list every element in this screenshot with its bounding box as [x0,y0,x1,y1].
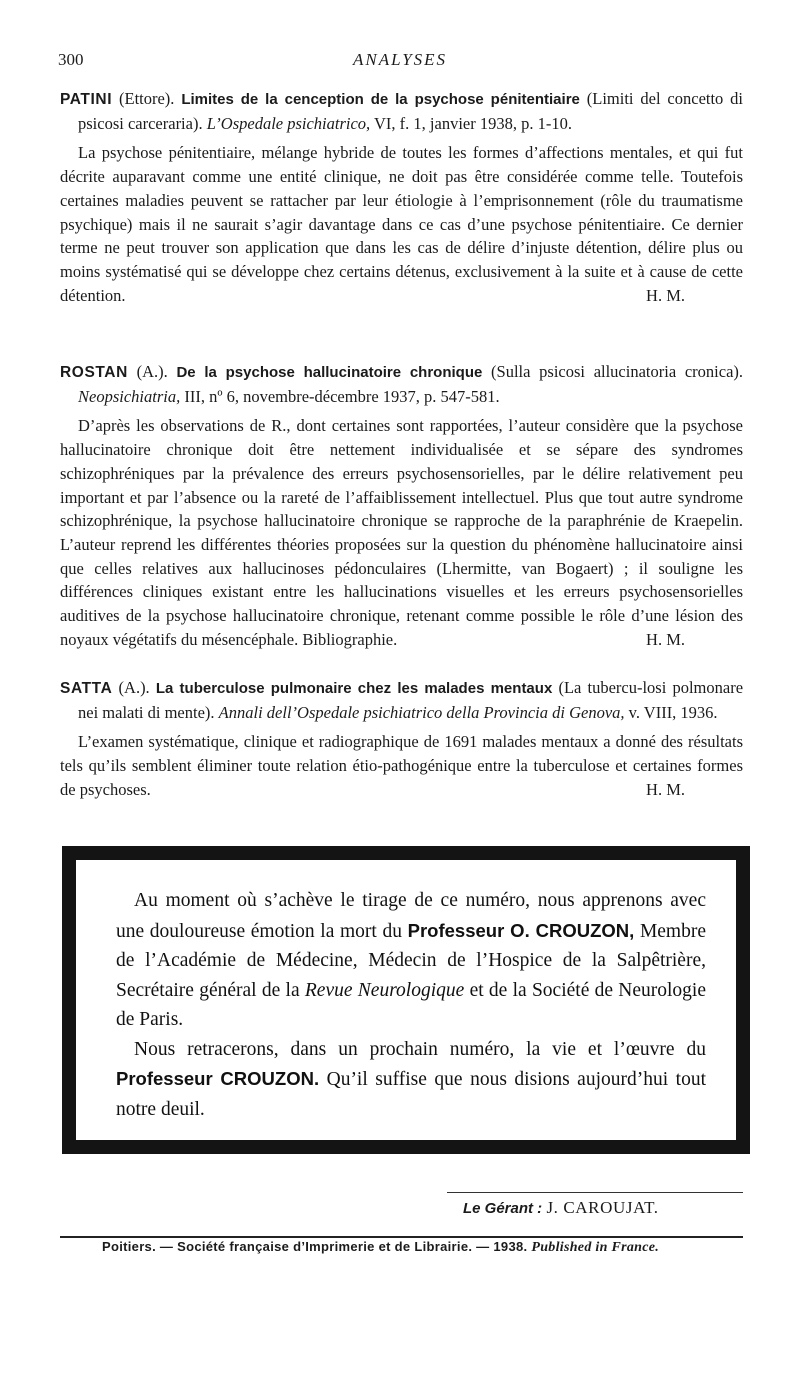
notice-name: Professeur CROUZON. [116,1068,320,1089]
review-entry [60,360,743,651]
entry-reference [60,87,743,135]
entry-author: PATINI [60,91,113,108]
signature-rule [447,1192,743,1193]
entry-body: D’après les observations de R., dont certaines sont rapportées, l’auteur considère que la psychose hallucinatoire chronique doit être nettement individualisée et se sépare des syndromes schizophréniques par la prévalence des erreurs psychosensorielles, par le délire relativement peu important et par l’absence ou la rareté de l’affaiblissement intellectuel. Plus que tout autre syndrome schizophrénique, la psychose hallucinatoire chronique se rapproche de la paraphrénie de Kraepelin. L’auteur reprend les différentes théories proposées sur la question du phénomène hallucinatoire ainsi que celles relatives aux hallucinoses pédonculaires (Lhermitte, van Bogaert) ; il souligne les différences cliniques existant entre les hallucinations visuelles et les erreurs psychosensorielles auditives de la psychose hallucinatoire chronique, retenant comme possible le rôle d’une lésion des noyaux végétatifs du mésencéphale. Bibliographie. H. M. [60,414,743,651]
entry-author-detail: (Ettore). [119,89,175,108]
gerant-label: Le Gérant : [463,1200,543,1217]
entry-author: SATTA [60,680,113,697]
notice-name: Professeur O. CROUZON, [407,919,635,941]
obituary-notice-box [62,846,750,1154]
review-entry [60,676,743,802]
entry-original-title: (Limiti del concetto di psicosi carceraria). [78,89,744,133]
entry-title: De la psychose hallucinatoire chronique [176,364,483,381]
entry-title: La tuberculose pulmonaire chez les malades mentaux [155,680,553,697]
entry-journal: Neopsichiatria, [78,386,181,406]
entry-author: ROSTAN [60,364,128,381]
entry-title: Limites de la cenception de la psychose pénitentiaire [181,91,580,108]
imprint-published: Published in France. [531,1240,660,1255]
printer-imprint: Poitiers. — Société française d’Imprimerie et de Librairie. — 1938. Published in France. [102,1239,660,1255]
entry-signature: H. M. [646,779,685,799]
notice-paragraph: Nous retracerons, dans un prochain numéro, la vie et l’œuvre du Professeur CROUZON. Qu’il suffise que nous disions aujourd’hui tout notre deuil. [116,1038,706,1120]
entry-original-title: (Sulla psicosi allucinatoria cronica). [491,362,744,381]
notice-journal: Revue Neurologique [304,979,465,1001]
notice-paragraph: Au moment où s’achève le tirage de ce numéro, nous apprenons avec une douloureuse émotion la mort du Professeur O. CROUZON, Membre de l’Académie de Médecine, Médecin de l’Hospice de la Salpêtrière, Secrétaire général de la Revue Neurologique et de la Société de Neurologie de Paris. [116,890,707,1030]
entry-body: La psychose pénitentiaire, mélange hybride de toutes les formes d’affections mentales, et qui fut décrite auparavant comme une entité clinique, ne doit pas être considérée comme telle. Toutefois certaines maladies peuvent se rattacher par leur étiologie à l’emprisonnement (rôle du traumatisme psychique) mais il ne saurait s’agir davantage dans ce cas d’une psychose pénitentiaire. Ce dernier terme ne peut trouver son application que dans les cas de délire d’injuste détention, délire plus ou moins systématisé qui se développe chez certains détenus, exclusivement à la suite et à cause de cette détention. H. M. [60,141,743,307]
entry-journal: Annali dell’Ospedale psichiatrico della Provincia di Genova, [218,702,625,722]
gerant-line [463,1198,659,1218]
entry-original-title: (La tubercu-losi polmonare nei malati di mente). [78,678,744,722]
entry-reference [60,676,743,724]
entry-citation: III, nº 6, novembre-décembre 1937, p. 547-581. [184,386,500,406]
gerant-name: J. CAROUJAT. [546,1198,659,1217]
obituary-notice-text [116,886,706,1124]
entry-reference [60,360,743,408]
entry-body: L’examen systématique, clinique et radiographique de 1691 malades mentaux a donné des résultats tels qu’ils semblent éliminer toute relation étio-pathogénique entre la tuberculose et certaines formes de psychoses. H. M. [60,730,743,801]
review-entry [60,87,743,307]
footer-rule [60,1236,743,1238]
page-number: 300 [58,50,84,69]
entry-signature: H. M. [646,629,685,649]
entry-citation: v. VIII, 1936. [628,702,718,722]
entry-citation: VI, f. 1, janvier 1938, p. 1-10. [374,113,572,133]
entry-journal: L’Ospedale psichiatrico, [206,113,371,133]
running-title: ANALYSES [352,50,448,69]
entry-author-detail: (A.). [118,678,150,697]
entry-author-detail: (A.). [136,362,168,381]
entry-signature: H. M. [646,285,685,305]
